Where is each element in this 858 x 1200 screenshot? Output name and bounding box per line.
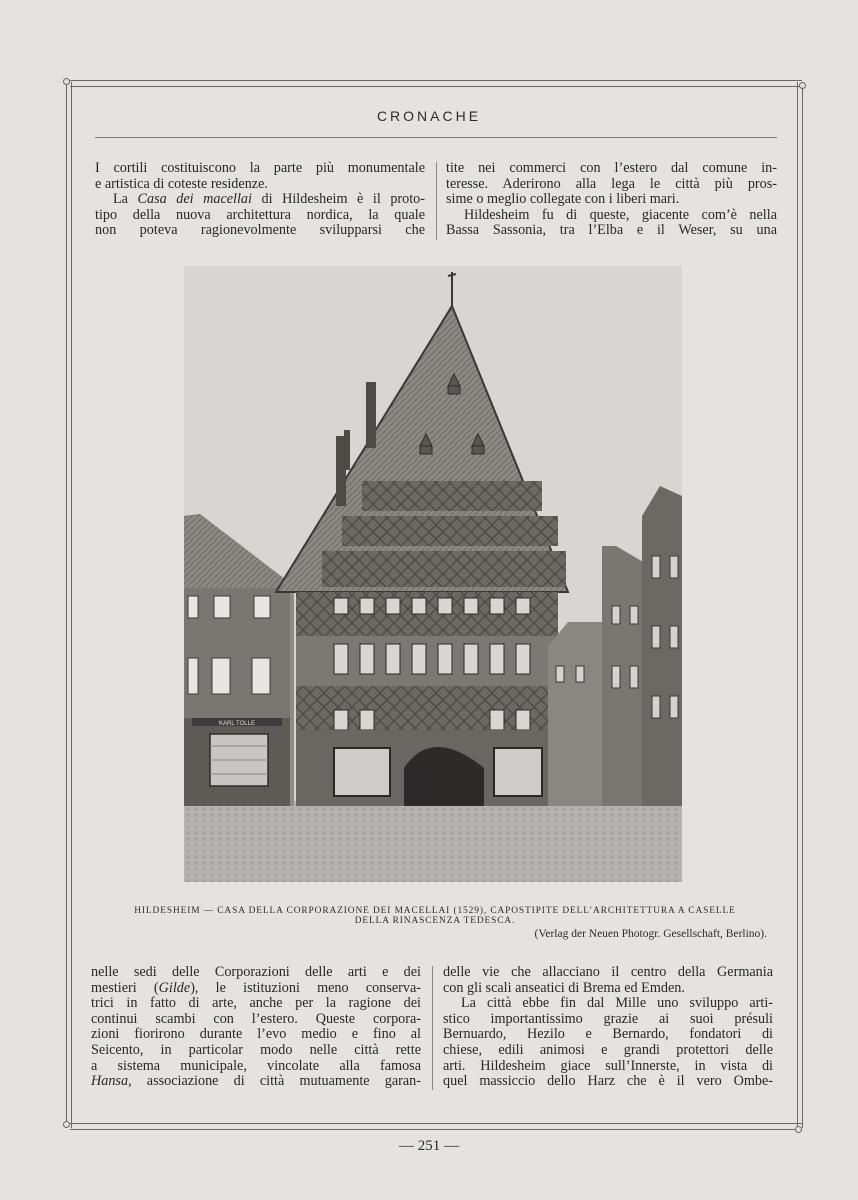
text-line (91, 1074, 421, 1090)
italic-term: Hansa (91, 1074, 129, 1090)
frame-corner-ornament (63, 1121, 70, 1128)
text-line (95, 192, 425, 208)
text-line: Seicento, in particolar modo nelle città rette (91, 1042, 421, 1058)
text-run: ), le istituzioni meno conserva- (190, 980, 421, 996)
text-line: nelle sedi delle Corporazioni delle arti e dei (91, 965, 421, 980)
text-line: Bernuardo, Hezilo e Bernardo, fondatori di (443, 1027, 773, 1043)
text-line: non poteva ragionevolmente svilupparsi che (95, 223, 425, 239)
caption-line: DELLA RINASCENZA TEDESCA. (354, 916, 516, 926)
photo-illustration (184, 266, 682, 882)
text-run: La (113, 192, 138, 208)
text-line: zioni fiorirono durante l’evo medio e fino al (91, 1027, 421, 1043)
frame-right-rule (797, 82, 803, 1128)
text-line: sime o meglio collegate con i liberi mari. (446, 192, 680, 208)
text-line: e artistica di coteste residenze. (95, 176, 268, 192)
frame-corner-ornament (63, 78, 70, 85)
top-left-column (95, 161, 425, 239)
running-head: CRONACHE (376, 108, 482, 124)
bottom-right-column (443, 965, 773, 1090)
text-line: continui scambi con l’estero. Queste corpora- (91, 1011, 421, 1027)
frame-corner-ornament (795, 1126, 802, 1133)
text-line: tite nei commerci con l’estero dal comune in- (446, 161, 777, 176)
text-line: stico importantissimo grazie ai suoi présuli (443, 1011, 773, 1027)
text-run: mestieri ( (91, 980, 159, 996)
text-line: I cortili costituiscono la parte più monumentale (95, 161, 425, 176)
shop-sign: KARL TOLLE (219, 721, 255, 727)
frame-top-rule (70, 80, 802, 87)
text-line: teresse. Aderirono alla lega le città più pros- (446, 176, 777, 192)
text-run: di Hildesheim è il proto- (251, 192, 425, 208)
text-line: tipo della nuova architettura nordica, la quale (95, 207, 425, 223)
text-line: a sistema municipale, vincolate alla famosa (91, 1058, 421, 1074)
text-line: Bassa Sassonia, tra l’Elba e il Weser, su una (446, 223, 777, 239)
text-line: La città ebbe fin dal Mille uno sviluppo arti- (461, 996, 773, 1012)
column-rule (432, 966, 433, 1090)
top-right-column (446, 161, 777, 239)
text-line: chiese, edili animosi e grandi protettori delle (443, 1042, 773, 1058)
page-number: — 251 — (399, 1138, 459, 1154)
text-run: , associazione di città mutuamente garan- (128, 1074, 421, 1090)
bottom-left-column (91, 965, 421, 1090)
photo-credit: (Verlag der Neuen Photogr. Gesellschaft, Berlino). (534, 928, 767, 940)
text-line: Hildesheim fu di queste, giacente com’è nella (464, 207, 777, 223)
caption-line: HILDESHEIM — CASA DELLA CORPORAZIONE DEI MACELLAI (1529), CAPOSTIPITE DELL’ARCHITETTURA A CASELLE (134, 906, 736, 916)
column-rule (436, 162, 437, 240)
italic-term: Casa dei macellai (137, 192, 252, 208)
italic-term: Gilde (158, 980, 191, 996)
frame-left-rule (66, 82, 72, 1128)
text-line: arti. Hildesheim giace sull’Innerste, in vista di (443, 1058, 773, 1074)
frame-bottom-rule (70, 1123, 802, 1130)
photo-caption (110, 906, 760, 926)
text-line (91, 981, 421, 997)
frame-corner-ornament (799, 82, 806, 89)
photograph-butchers-guild-hall (184, 266, 682, 882)
text-line: delle vie che allacciano il centro della Germania (443, 965, 773, 980)
text-line: trici in fatto di arte, anche per la ragione dei (91, 996, 421, 1012)
head-rule (95, 137, 777, 138)
text-line: con gli scali anseatici di Brema ed Emden. (443, 980, 685, 996)
text-line: quel massiccio dello Harz che è il vero Ombe- (443, 1074, 773, 1090)
